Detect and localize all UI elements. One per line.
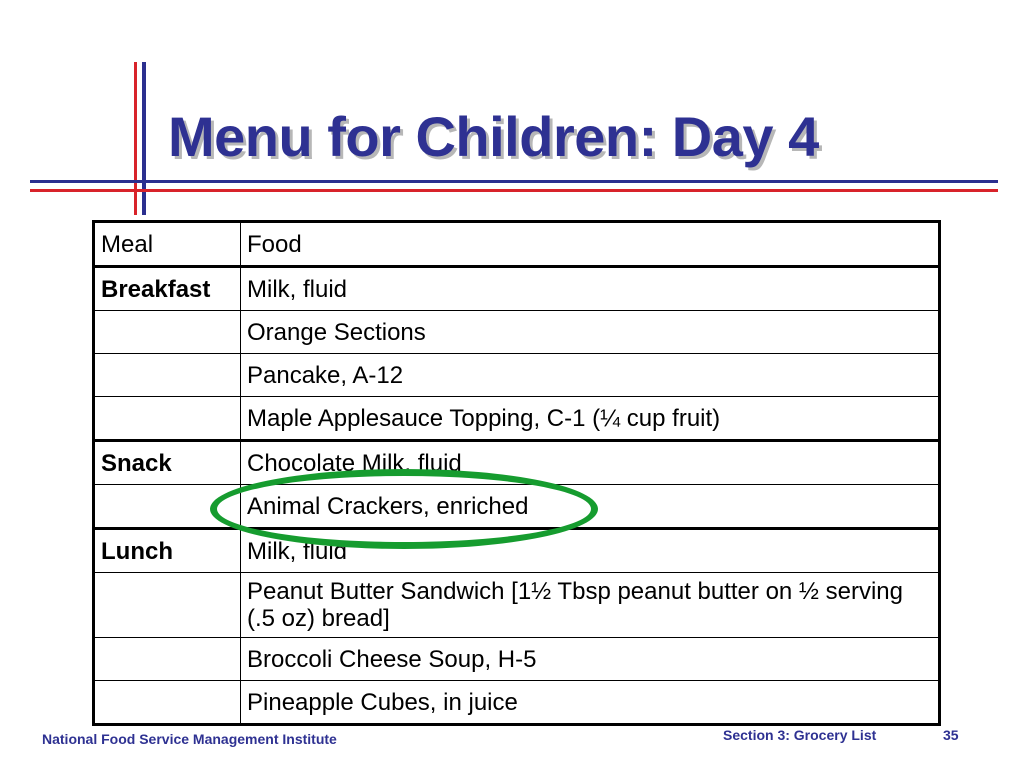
table-row	[94, 397, 940, 441]
table-row	[94, 267, 940, 311]
table-row	[94, 573, 940, 638]
food-cell: Animal Crackers, enriched	[241, 485, 940, 529]
meal-cell	[94, 397, 241, 441]
header-food: Food	[241, 222, 940, 267]
vertical-rule-red	[134, 62, 137, 215]
table-row	[94, 354, 940, 397]
footer-section: Section 3: Grocery List	[723, 727, 877, 743]
horizontal-rule-red	[30, 189, 998, 192]
food-cell: Pancake, A-12	[241, 354, 940, 397]
food-cell: Milk, fluid	[241, 267, 940, 311]
food-cell: Broccoli Cheese Soup, H-5	[241, 638, 940, 681]
vertical-rule-blue	[142, 62, 146, 215]
table-row	[94, 529, 940, 573]
table-header-row	[94, 222, 940, 267]
table-row	[94, 311, 940, 354]
food-cell: Orange Sections	[241, 311, 940, 354]
food-cell: Chocolate Milk, fluid	[241, 441, 940, 485]
meal-cell	[94, 638, 241, 681]
meal-cell: Breakfast	[94, 267, 241, 311]
food-cell: Maple Applesauce Topping, C-1 (¼ cup fruit)	[241, 397, 940, 441]
table-row	[94, 638, 940, 681]
footer-organization: National Food Service Management Institute	[42, 731, 337, 747]
page-title: Menu for Children: Day 4	[168, 105, 819, 168]
horizontal-rule-blue	[30, 180, 998, 183]
table-row	[94, 485, 940, 529]
meal-cell	[94, 354, 241, 397]
food-cell: Pineapple Cubes, in juice	[241, 681, 940, 725]
meal-cell	[94, 485, 241, 529]
menu-table	[92, 220, 941, 726]
meal-cell	[94, 311, 241, 354]
meal-cell	[94, 681, 241, 725]
table-row	[94, 681, 940, 725]
meal-cell	[94, 573, 241, 638]
header-meal: Meal	[94, 222, 241, 267]
table-row	[94, 441, 940, 485]
meal-cell: Snack	[94, 441, 241, 485]
meal-cell: Lunch	[94, 529, 241, 573]
page-number: 35	[943, 727, 959, 743]
food-cell: Peanut Butter Sandwich [1½ Tbsp peanut butter on ½ serving (.5 oz) bread]	[241, 573, 940, 638]
food-cell: Milk, fluid	[241, 529, 940, 573]
